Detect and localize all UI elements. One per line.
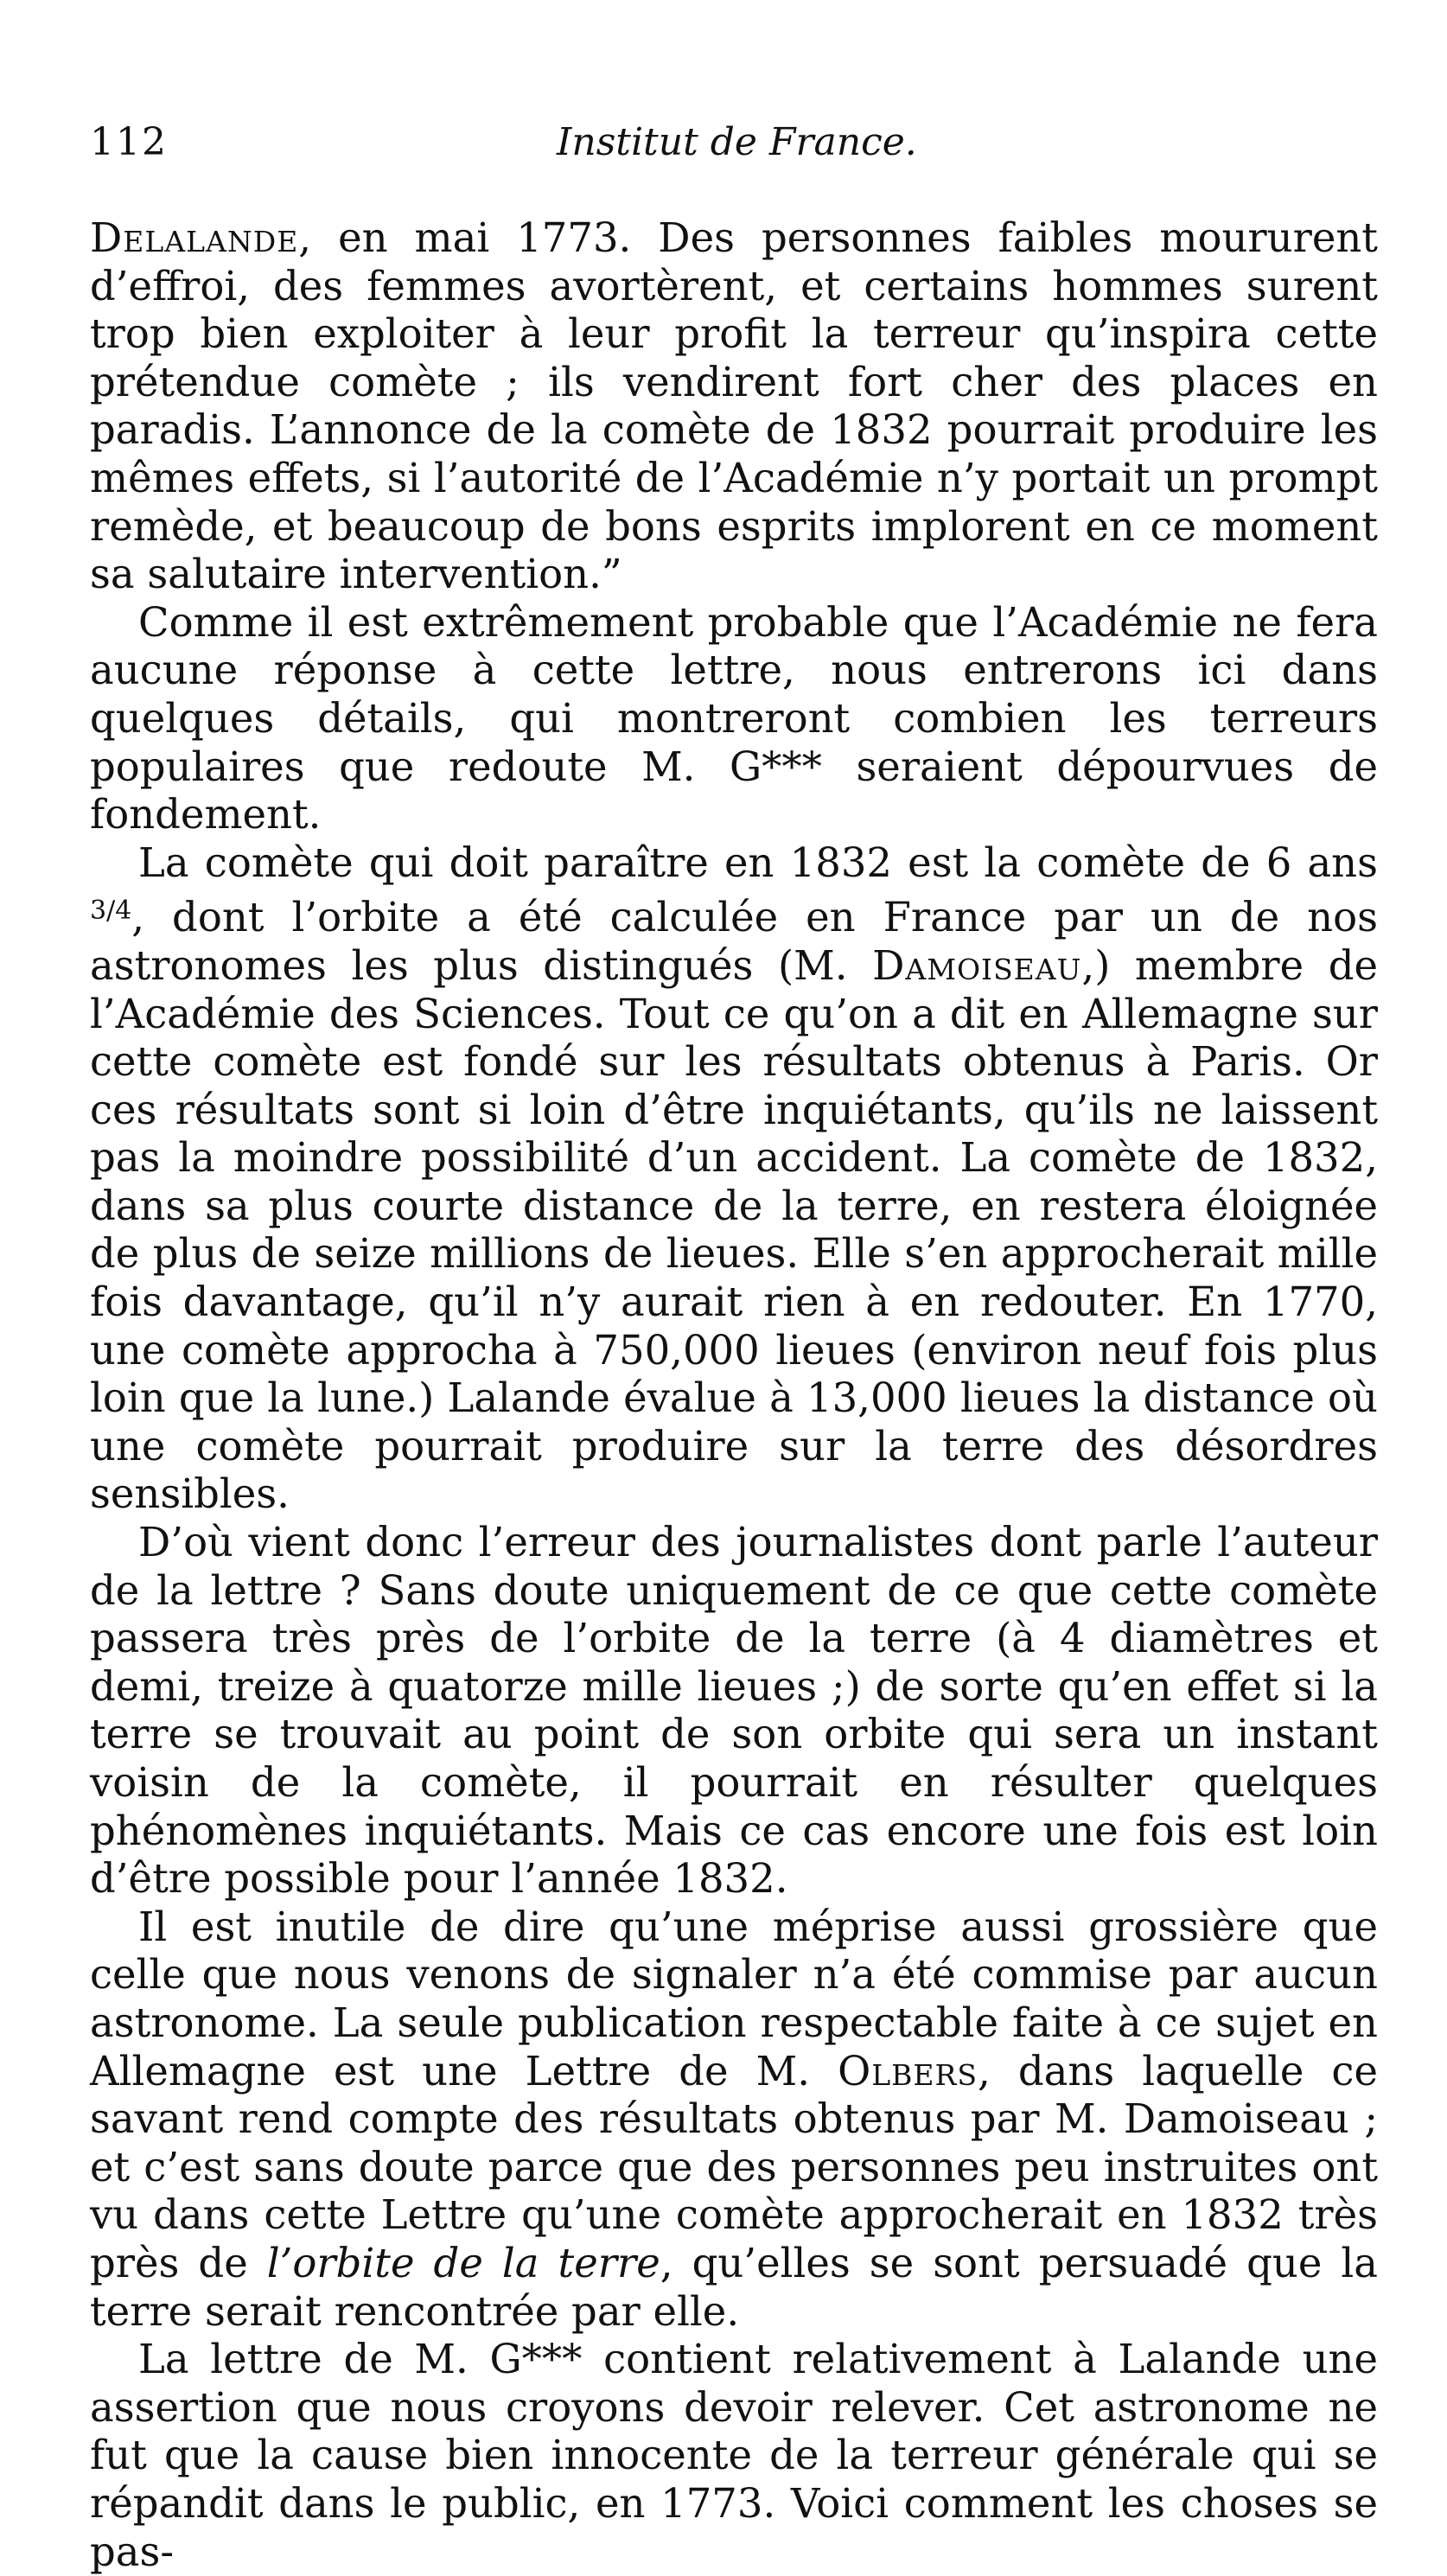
fraction: 3/4 [90, 896, 132, 927]
paragraph-reply [90, 599, 1378, 839]
paragraph-quote-end [90, 214, 1378, 599]
text-run: Il est inutile de dire qu’une méprise aussi grossière que celle que nous venons de signaler n’a été commise par aucun astronome. La seule publication respectable faite à ce sujet en Allemagne est une Lettre de M. [90, 1903, 1378, 2095]
small-caps-name: Delalande [90, 214, 299, 261]
paragraph-olbers [90, 1903, 1378, 2336]
text-run: Comme il est extrêmement probable que l’Académie ne fera aucune réponse à cette lettre, nous entrerons ici dans quelques détails, qui montreront combien les terreurs populaires que redoute M. G*** seraient dépourvues de fondement. [90, 598, 1378, 838]
text-run: , dont l’orbite a été calculée en France par un de nos astronomes les plus distingués (M. [90, 894, 1378, 989]
text-run: , qu’elles se sont persuadé que la terre serait rencontrée par elle. [90, 2239, 1379, 2335]
small-caps-name: Damoiseau [872, 941, 1082, 989]
running-head [90, 112, 1378, 173]
text-run: , en mai 1773. Des personnes faibles moururent d’effroi, des femmes avortèrent, et certains hommes surent trop bien exploiter à leur profit la terreur qu’inspira cette prétendue comète ; ils vendirent fort cher des places en paradis. L’annonce de la comète de 1832 pourrait produire les mêmes effets, si l’autorité de l’Académie n’y portait un prompt remède, et beaucoup de bons esprits implorent en ce moment sa salutaire intervention.” [90, 214, 1378, 598]
paragraph-journalists-error [90, 1519, 1378, 1903]
paragraph-comet-orbit [90, 839, 1378, 1519]
book-page [90, 112, 1378, 2576]
text-run: ,) membre de l’Académie des Sciences. Tout ce qu’on a dit en Allemagne sur cette comète est fondé sur les résultats obtenus à Paris. Or ces résultats sont si loin d’être inquiétants, qu’ils ne laissent pas la moindre possibilité d’un accident. La comète de 1832, dans sa plus courte distance de la terre, en restera éloignée de plus de seize millions de lieues. Elle s’en approcherait mille fois davantage, qu’il n’y aurait rien à en redouter. En 1770, une comète approcha à 750,000 lieues (environ neuf fois plus loin que la lune.) Lalande évalue à 13,000 lieues la distance où une comète pourrait produire sur la terre des désordres sensibles. [90, 941, 1378, 1518]
text-run: D’où vient donc l’erreur des journalistes dont parle l’auteur de la lettre ? Sans doute uniquement de ce que cette comète passera très près de l’orbite de la terre (à 4 diamètres et demi, treize à quatorze mille lieues ;) de sorte qu’en effet si la terre se trouvait au point de son orbite qui sera un instant voisin de la comète, il pourrait en résulter quelques phénomènes inquiétants. Mais ce cas encore une fois est loin d’être possible pour l’année 1832. [90, 1519, 1378, 1903]
text-run: La comète qui doit paraître en 1832 est la comète de 6 ans [138, 838, 1378, 886]
text-run: , dans laquelle ce savant rend compte des résultats obtenus par M. Damoiseau ; et c’est sans doute parce que des personnes peu instruites ont vu dans cette Lettre qu’une comète approcherait en 1832 très près de [90, 2047, 1378, 2286]
paragraph-lalande [90, 2336, 1378, 2576]
page-number: 112 [90, 120, 168, 164]
italic-phrase: l’orbite de la terre [266, 2239, 660, 2286]
running-title: Institut de France. [557, 120, 917, 164]
small-caps-name: Olbers [838, 2047, 978, 2095]
body-text [90, 214, 1378, 2576]
text-run: La lettre de M. G*** contient relativement à Lalande une assertion que nous croyons devoir relever. Cet astronome ne fut que la cause bien innocente de la terreur générale qui se répandit dans le public, en 1773. Voici comment les choses se pas- [90, 2336, 1378, 2575]
